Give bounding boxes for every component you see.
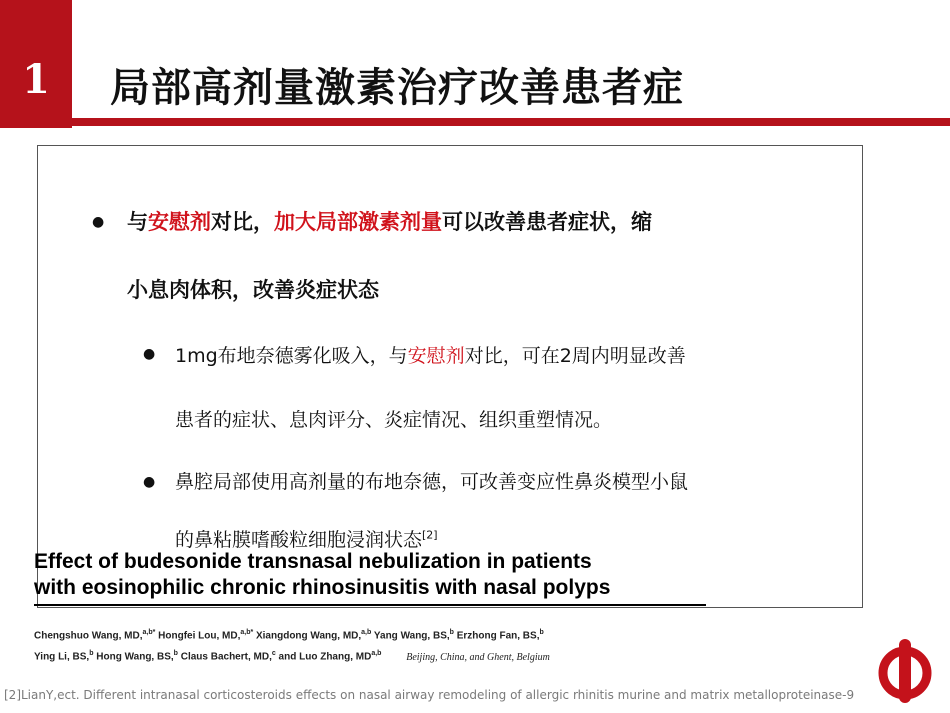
- paper-place: Beijing, China, and Ghent, Belgium: [406, 651, 550, 663]
- sub1-text: 对比，可在2周内明显改善: [464, 345, 686, 367]
- paper-title-line1: Effect of budesonide transnasal nebulization in patients: [34, 550, 592, 573]
- sub2-text: 的鼻粘膜嗜酸粒细胞浸润状态: [175, 529, 423, 551]
- author-affil: b: [539, 629, 544, 636]
- paper-authors: [34, 624, 550, 667]
- bullet-dot: ●: [92, 214, 105, 230]
- sub1-line2: 患者的症状、息肉评分、炎症情况、组织重塑情况。: [175, 409, 613, 431]
- bullet1-line2: 小息肉体积，改善炎症状态: [127, 278, 379, 302]
- paper-title-rule: [34, 604, 706, 606]
- bullet1-highlight-placebo: 安慰剂: [148, 210, 211, 234]
- sub1-line1: [175, 341, 686, 368]
- author: Yang Wang, BS,: [373, 630, 450, 642]
- author: Xiangdong Wang, MD,: [255, 630, 362, 642]
- author-affil: a,b: [371, 650, 382, 658]
- author-affil: b: [89, 650, 94, 658]
- authors-line2: [34, 645, 550, 666]
- author-affil: b: [173, 650, 178, 658]
- sub1-highlight-placebo: 安慰剂: [407, 345, 465, 367]
- reference-mark: [2]: [422, 528, 438, 542]
- authors-line1: [34, 624, 550, 645]
- footer-reference: [2]LianY,ect. Different intranasal corticosteroids effects on nasal airway remodeling of allergic rhinitis murine and matrix metalloproteinase-9: [4, 688, 855, 702]
- author-affil: a,b: [361, 629, 372, 636]
- hospital-logo-icon: [876, 637, 934, 705]
- author-affil: a,b*: [240, 629, 254, 636]
- bullet1-line1: [127, 206, 652, 236]
- bullet-dot: ●: [143, 474, 156, 490]
- sub2-line2: [175, 525, 438, 552]
- author: Hongfei Lou, MD,: [158, 630, 241, 642]
- author-affil: a,b*: [142, 629, 156, 636]
- author: Hong Wang, BS,: [96, 651, 174, 663]
- slide-title: 局部高剂量激素治疗改善患者症: [110, 65, 684, 111]
- bullet1-text: 可以改善患者症状，缩: [442, 210, 652, 234]
- author: and Luo Zhang, MD: [278, 651, 372, 663]
- author: Ying Li, BS,: [34, 651, 90, 663]
- bullet-dot: ●: [143, 346, 156, 362]
- sub1-text: 1mg布地奈德雾化吸入，与: [175, 345, 408, 367]
- bullet1-highlight-dose: 加大局部激素剂量: [274, 210, 442, 234]
- sub2-line1: 鼻腔局部使用高剂量的布地奈德，可改善变应性鼻炎模型小鼠: [175, 471, 689, 493]
- author: Erzhong Fan, BS,: [456, 630, 540, 642]
- title-underline: [72, 118, 950, 126]
- paper-title: [34, 549, 610, 601]
- author: Claus Bachert, MD,: [180, 651, 272, 663]
- bullet1-text: 对比，: [211, 210, 274, 234]
- author-affil: c: [271, 650, 276, 658]
- paper-title-line2: with eosinophilic chronic rhinosinusitis with nasal polyps: [34, 576, 611, 599]
- author-affil: b: [449, 629, 454, 636]
- author: Chengshuo Wang, MD,: [34, 630, 143, 642]
- slide-number: 1: [22, 56, 50, 103]
- bullet1-text: 与: [127, 210, 148, 234]
- slide-number-block: [0, 0, 72, 128]
